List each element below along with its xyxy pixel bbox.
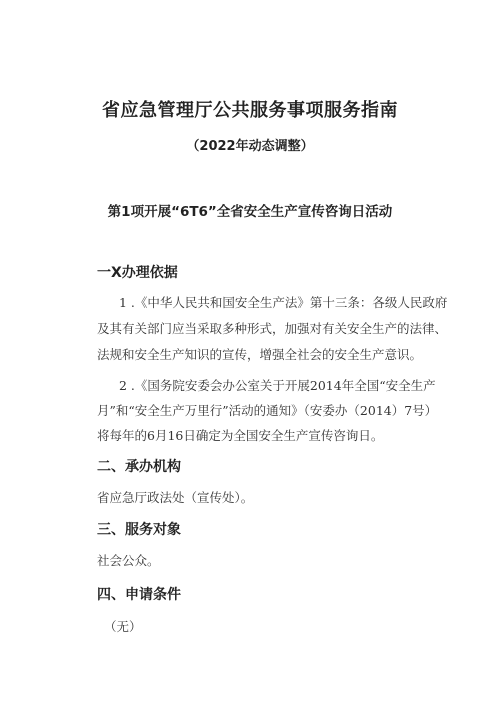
- section-heading-conditions: 四、申请条件: [97, 587, 181, 603]
- section-heading-basis: 一X办理依据: [97, 265, 178, 281]
- service-item-title: 第1项开展“6T6”全省安全生产宣传咨询日活动: [107, 204, 393, 220]
- agency-text: 省应急厅政法处（宣传处）。: [97, 490, 254, 505]
- paragraph-line: 将每年的6月16日确定为全国安全生产宣传咨询日。: [97, 428, 384, 443]
- paragraph-line: 月”和“安全生产万里行”活动的通知》（安委办（2014）7号）: [97, 403, 438, 418]
- conditions-text: （无）: [104, 619, 142, 634]
- paragraph-line: 及其有关部门应当采取多种形式，加强对有关安全生产的法律、: [97, 321, 448, 336]
- document-title: 省应急管理厅公共服务事项服务指南: [102, 100, 398, 121]
- audience-text: 社会公众。: [97, 553, 160, 568]
- paragraph-line: 法规和安全生产知识的宣传，增强全社会的安全生产意识。: [97, 347, 423, 362]
- paragraph-line: 2 .《国务院安委会办公室关于开展2014年全国“安全生产: [119, 378, 436, 393]
- paragraph-line: 1 .《中华人民共和国安全生产法》第十三条：各级人民政府: [119, 295, 448, 310]
- section-heading-agency: 二、承办机构: [97, 459, 181, 475]
- document-subtitle: （2022年动态调整）: [186, 139, 314, 154]
- section-heading-audience: 三、服务对象: [97, 522, 181, 538]
